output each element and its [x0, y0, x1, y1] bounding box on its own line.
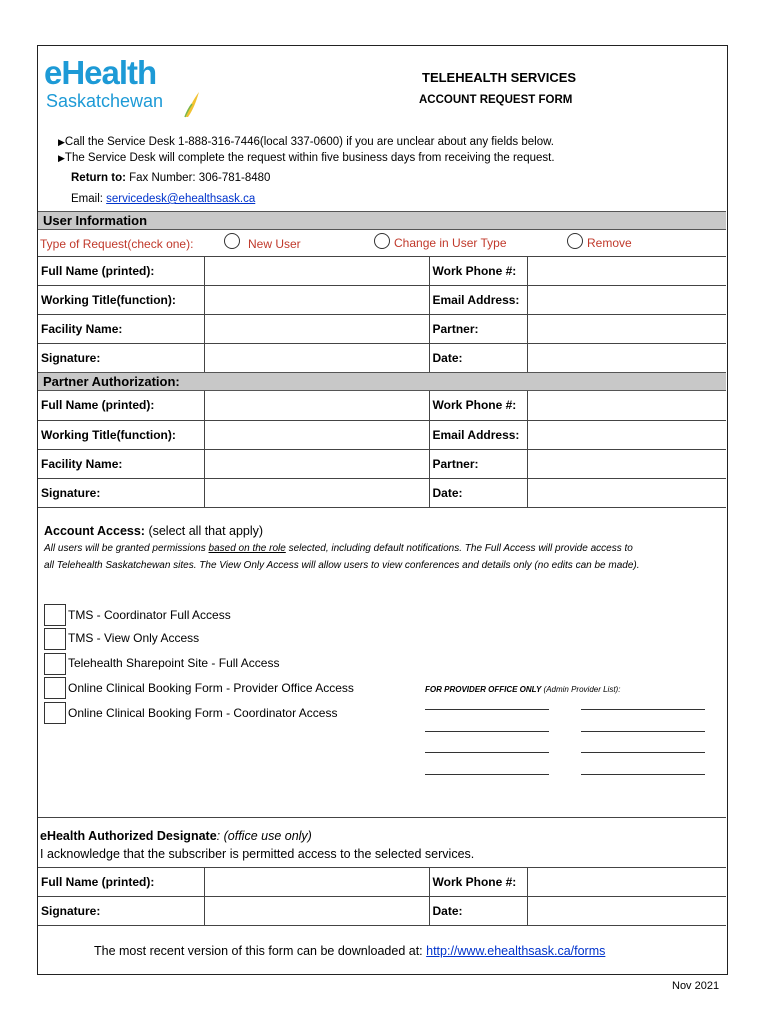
table-row [38, 897, 726, 926]
note-turnaround: ▶The Service Desk will complete the request within five business days from receiving the request. [58, 152, 555, 164]
table-row [38, 868, 726, 897]
field-full-name[interactable] [204, 868, 429, 897]
label-tms-view-only: TMS - View Only Access [68, 631, 200, 645]
checkbox-ocbf-provider[interactable] [44, 677, 66, 699]
field-working-title[interactable] [204, 286, 429, 315]
designate-acknowledgement: I acknowledge that the subscriber is permitted access to the selected services. [40, 847, 475, 861]
label-partner: Partner: [429, 449, 527, 478]
provider-line-3[interactable] [425, 731, 549, 732]
field-partner[interactable] [527, 315, 726, 344]
logo-ehealth: eHealth [44, 54, 157, 91]
designate-title: eHealth Authorized Designate: (office use only) [40, 829, 312, 843]
provider-line-1[interactable] [425, 709, 549, 710]
label-tms-coordinator: TMS - Coordinator Full Access [68, 608, 231, 622]
option-new-user: New User [248, 237, 301, 251]
field-signature[interactable] [204, 897, 429, 926]
label-partner: Partner: [429, 315, 527, 344]
forms-url-link[interactable]: http://www.ehealthsask.ca/forms [426, 944, 606, 958]
service-desk-email-link[interactable]: servicedesk@ehealthsask.ca [106, 193, 256, 205]
account-access-note-2: all Telehealth Saskatchewan sites. The View Only Access will allow users to view conferences and details only (no edits can be made). [44, 560, 640, 571]
table-row [38, 449, 726, 478]
return-fax: Return to: Fax Number: 306-781-8480 [71, 172, 271, 184]
checkbox-tms-view-only[interactable] [44, 628, 66, 650]
wheat-leaf-icon [183, 90, 201, 118]
label-date: Date: [429, 478, 527, 507]
option-remove: Remove [587, 236, 632, 250]
label-email-address: Email Address: [429, 286, 527, 315]
section-partner-authorization: Partner Authorization: [38, 372, 726, 391]
field-facility-name[interactable] [204, 449, 429, 478]
field-facility-name[interactable] [204, 315, 429, 344]
label-signature: Signature: [38, 897, 204, 926]
provider-line-7[interactable] [425, 774, 549, 775]
label-work-phone: Work Phone #: [429, 868, 527, 897]
label-full-name: Full Name (printed): [38, 868, 204, 897]
label-email-address: Email Address: [429, 420, 527, 449]
field-working-title[interactable] [204, 420, 429, 449]
label-ocbf-provider: Online Clinical Booking Form - Provider Office Access [68, 681, 354, 695]
option-change-user-type: Change in User Type [394, 236, 507, 250]
label-full-name: Full Name (printed): [38, 257, 204, 286]
checkbox-sharepoint[interactable] [44, 653, 66, 675]
footer-download-note: The most recent version of this form can be downloaded at: http://www.ehealthsask.ca/forms [94, 944, 606, 958]
label-work-phone: Work Phone #: [429, 391, 527, 420]
return-email: Email: servicedesk@ehealthsask.ca [71, 193, 256, 205]
table-row [38, 344, 726, 373]
revision-date: Nov 2021 [672, 980, 720, 992]
checkbox-ocbf-coordinator[interactable] [44, 702, 66, 724]
field-email-address[interactable] [527, 286, 726, 315]
label-full-name: Full Name (printed): [38, 391, 204, 420]
divider [38, 817, 726, 818]
field-work-phone[interactable] [527, 391, 726, 420]
designate-table [38, 867, 726, 926]
radio-new-user[interactable] [224, 233, 240, 254]
section-user-information: User Information [38, 211, 726, 230]
label-date: Date: [429, 344, 527, 373]
table-row [38, 286, 726, 315]
label-date: Date: [429, 897, 527, 926]
label-ocbf-coordinator: Online Clinical Booking Form - Coordinator Access [68, 706, 338, 720]
radio-change-user-type[interactable] [374, 233, 390, 254]
label-signature: Signature: [38, 344, 204, 373]
field-full-name[interactable] [204, 391, 429, 420]
label-working-title: Working Title(function): [38, 420, 204, 449]
field-signature[interactable] [204, 478, 429, 507]
field-full-name[interactable] [204, 257, 429, 286]
table-row [38, 420, 726, 449]
label-facility-name: Facility Name: [38, 449, 204, 478]
field-date[interactable] [527, 897, 726, 926]
request-type-label: Type of Request(check one): [40, 237, 194, 251]
label-work-phone: Work Phone #: [429, 257, 527, 286]
field-email-address[interactable] [527, 420, 726, 449]
field-work-phone[interactable] [527, 868, 726, 897]
provider-line-5[interactable] [425, 752, 549, 753]
account-access-title: Account Access: (select all that apply) [44, 524, 264, 538]
form-subtitle: ACCOUNT REQUEST FORM [419, 94, 573, 106]
field-date[interactable] [527, 478, 726, 507]
provider-line-6[interactable] [581, 752, 705, 753]
table-row [38, 315, 726, 344]
provider-line-4[interactable] [581, 731, 705, 732]
user-info-table [38, 256, 726, 373]
account-access-note-1: All users will be granted permissions based on the role selected, including default notifications. The Full Access will provide access to [44, 543, 633, 554]
field-date[interactable] [527, 344, 726, 373]
field-signature[interactable] [204, 344, 429, 373]
label-working-title: Working Title(function): [38, 286, 204, 315]
table-row [38, 478, 726, 507]
partner-auth-table [38, 391, 726, 508]
provider-office-note: FOR PROVIDER OFFICE ONLY (Admin Provider List): [425, 685, 621, 694]
logo-saskatchewan: Saskatchewan [46, 91, 164, 111]
field-work-phone[interactable] [527, 257, 726, 286]
checkbox-tms-coordinator[interactable] [44, 604, 66, 626]
radio-remove[interactable] [567, 233, 583, 254]
field-partner[interactable] [527, 449, 726, 478]
label-sharepoint: Telehealth Sharepoint Site - Full Access [68, 656, 280, 670]
account-request-form [37, 45, 728, 975]
provider-line-8[interactable] [581, 774, 705, 775]
label-facility-name: Facility Name: [38, 315, 204, 344]
provider-line-2[interactable] [581, 709, 705, 710]
table-row [38, 391, 726, 420]
table-row [38, 257, 726, 286]
label-signature: Signature: [38, 478, 204, 507]
form-title: TELEHEALTH SERVICES [422, 70, 577, 85]
note-call-service-desk: ▶Call the Service Desk 1-888-316-7446(local 337-0600) if you are unclear about any fields below. [58, 136, 554, 148]
